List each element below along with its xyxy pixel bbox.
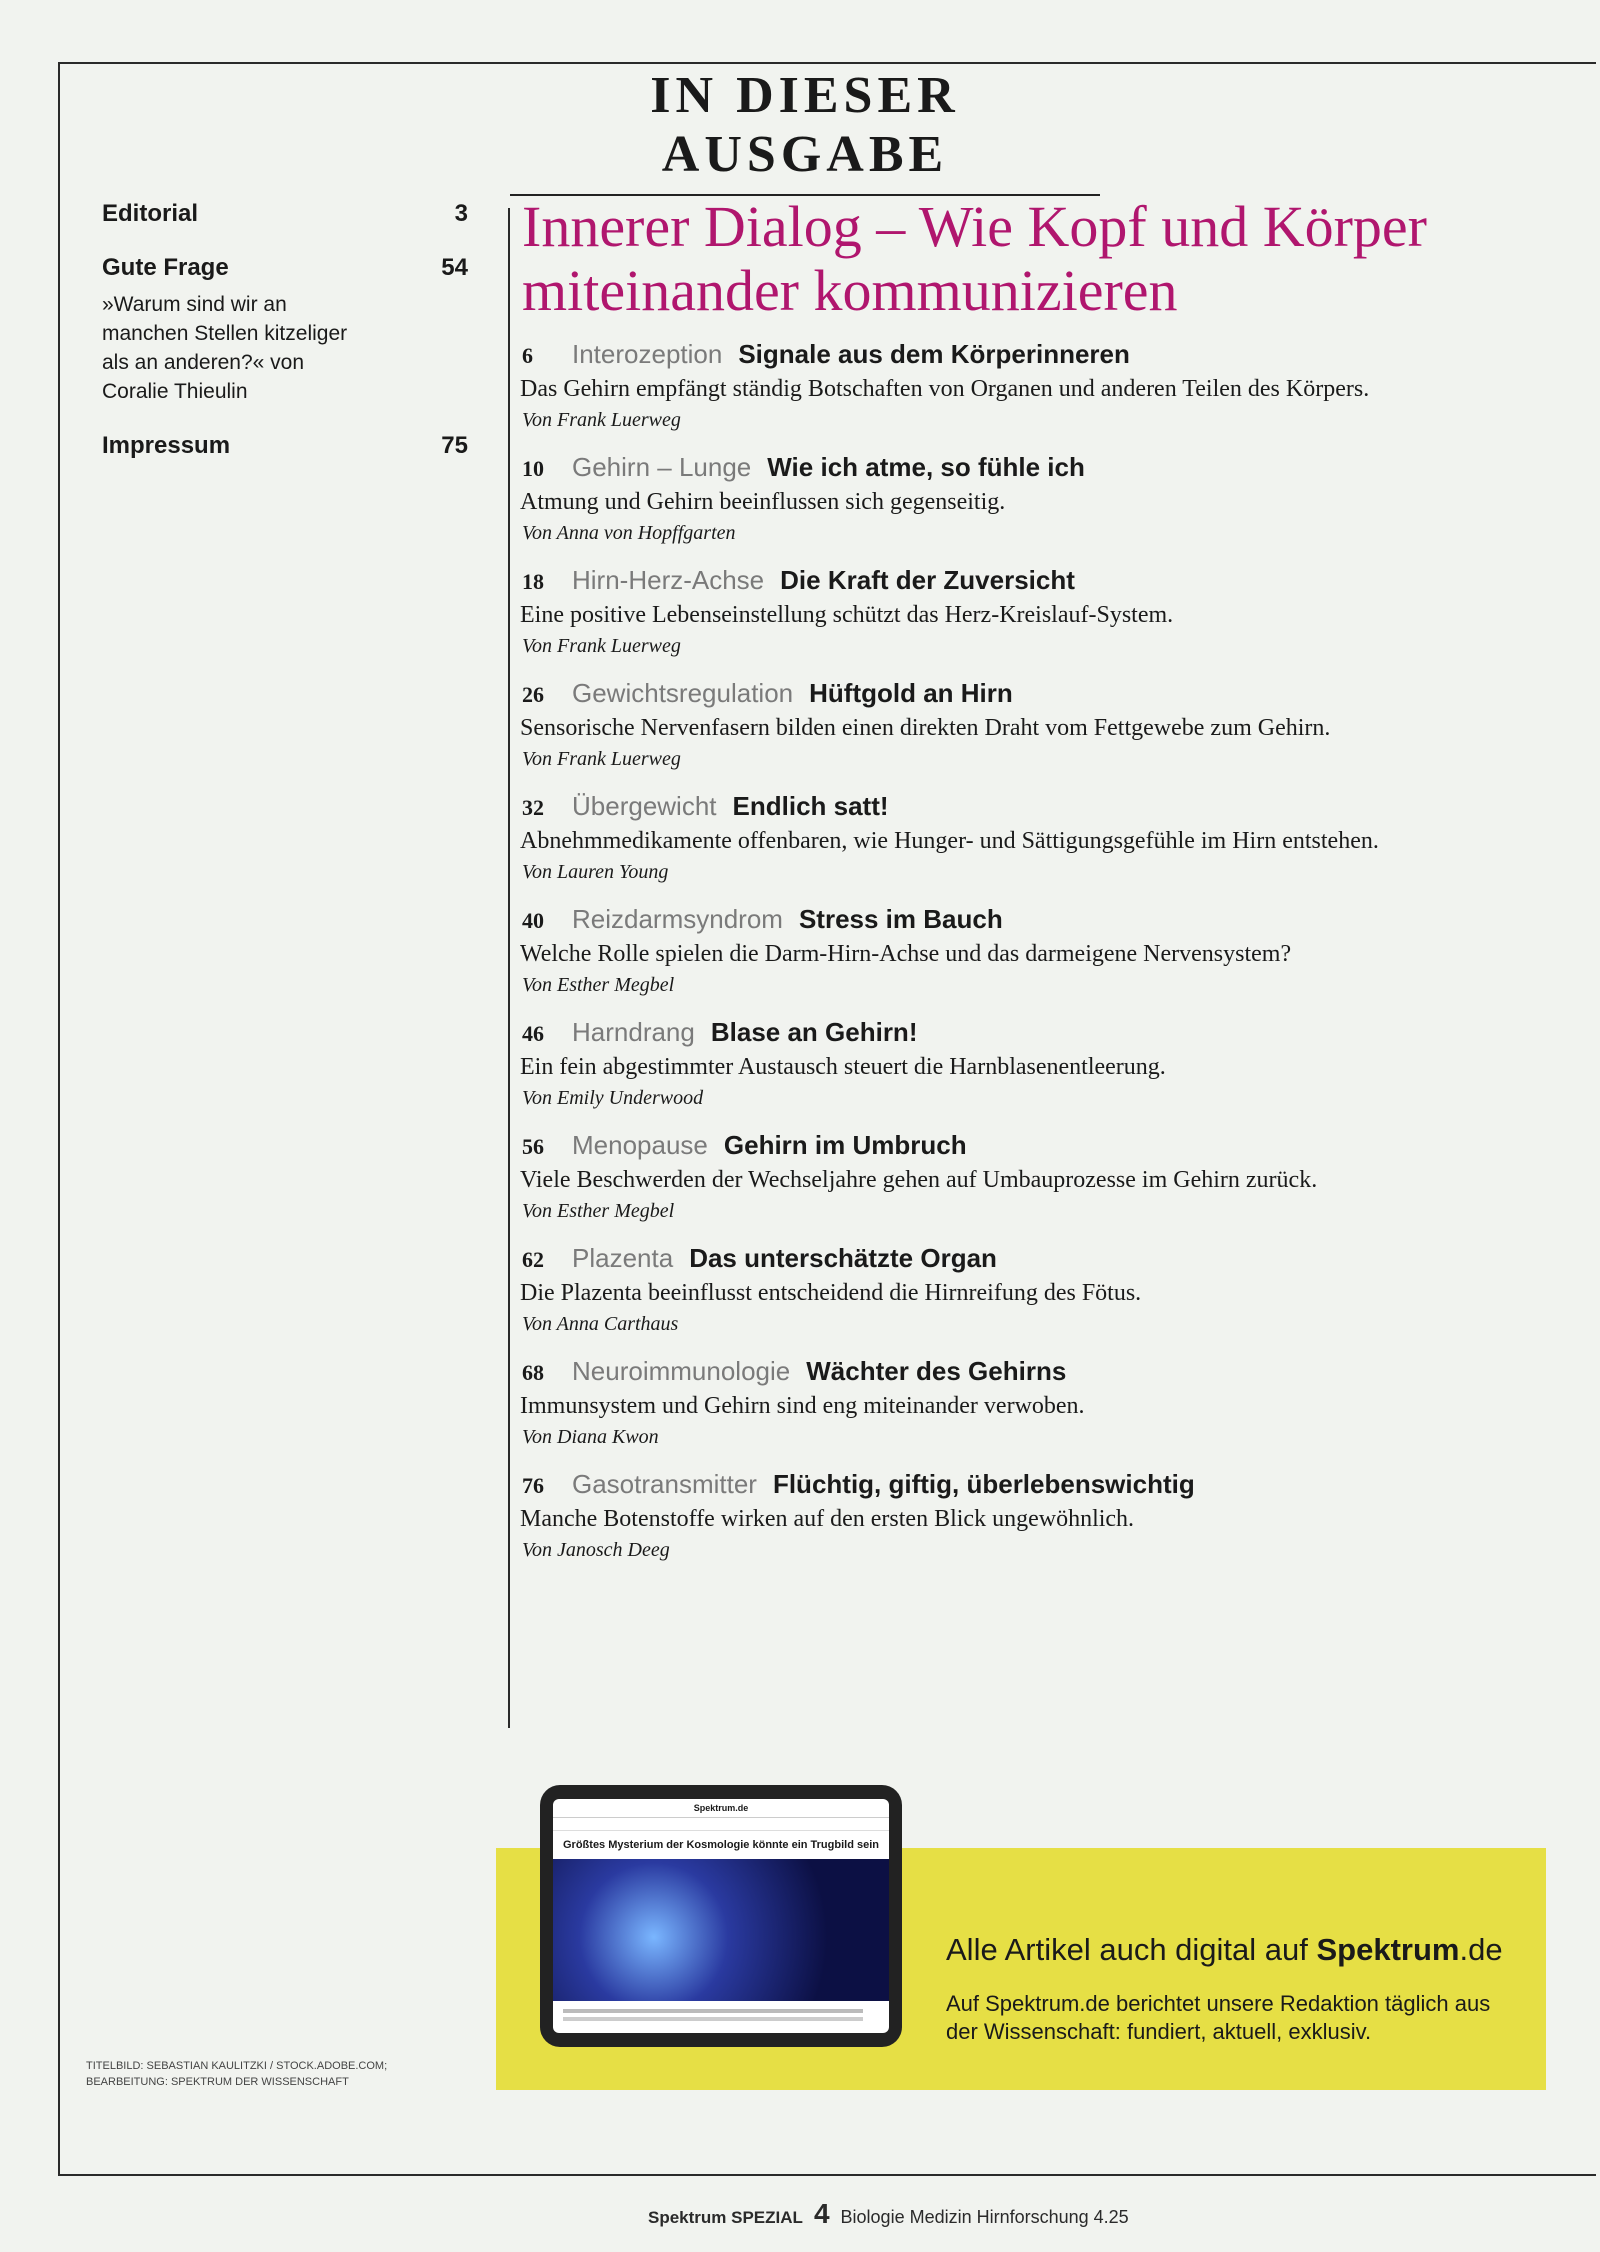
article-author: Von Lauren Young <box>522 861 669 883</box>
article-page: 26 <box>522 682 544 707</box>
tablet-screen <box>553 1799 889 2033</box>
sidebar-item-editorial[interactable] <box>102 200 468 228</box>
article-header <box>516 1469 1576 1500</box>
page-footer <box>648 2198 1129 2230</box>
article-entry[interactable] <box>516 1130 1576 1223</box>
tablet-nav <box>553 1818 889 1831</box>
article-entry[interactable] <box>516 1243 1576 1336</box>
promo-title-prefix: Alle Artikel auch digital auf <box>946 1932 1317 1967</box>
article-teaser: Welche Rolle spielen die Darm-Hirn-Achse und das darmeigene Nervensystem? <box>520 941 1292 967</box>
article-entry[interactable] <box>516 452 1576 545</box>
article-page: 40 <box>522 908 544 933</box>
article-author: Von Emily Underwood <box>522 1087 704 1109</box>
sidebar-item-impressum[interactable] <box>102 432 468 460</box>
article-header <box>516 565 1576 596</box>
promo-title[interactable] <box>946 1932 1503 1968</box>
sidebar-item-label: Gute Frage <box>102 254 229 281</box>
article-header <box>516 339 1576 370</box>
article-teaser: Das Gehirn empfängt ständig Botschaften von Organen und anderen Teilen des Körpers. <box>520 376 1370 402</box>
promo-title-brand: Spektrum <box>1316 1932 1460 1967</box>
page-number: 4 <box>813 2198 830 2229</box>
article-author: Von Anna von Hopffgarten <box>522 522 736 544</box>
article-entry[interactable] <box>516 1356 1576 1449</box>
page-title: IN DIESER AUSGABE <box>510 66 1100 196</box>
article-author: Von Anna Carthaus <box>522 1313 679 1335</box>
article-title[interactable]: Flüchtig, giftig, überlebenswichtig <box>772 1469 1195 1499</box>
article-topic: Reizdarmsyndrom <box>572 904 783 934</box>
column-divider <box>508 208 510 1728</box>
main-content <box>516 195 1576 1582</box>
article-teaser: Immunsystem und Gehirn sind eng miteinander verwoben. <box>520 1393 1085 1419</box>
article-author: Von Janosch Deeg <box>522 1539 670 1561</box>
article-title[interactable]: Blase an Gehirn! <box>710 1017 918 1047</box>
promo-title-suffix: .de <box>1459 1932 1503 1967</box>
article-page: 6 <box>522 343 533 368</box>
article-entry[interactable] <box>516 339 1576 432</box>
section-title: Innerer Dialog – Wie Kopf und Körper miteinander kommunizieren <box>522 194 1427 323</box>
article-page: 56 <box>522 1134 544 1159</box>
article-title[interactable]: Das unterschätzte Organ <box>689 1243 997 1273</box>
article-teaser: Ein fein abgestimmter Austausch steuert die Harnblasenentleerung. <box>520 1054 1166 1080</box>
article-author: Von Frank Luerweg <box>522 409 681 431</box>
credit-line-1: TITELBILD: SEBASTIAN KAULITZKI / STOCK.ADOBE.COM; <box>86 2060 388 2072</box>
article-author: Von Esther Megbel <box>522 1200 675 1222</box>
article-page: 76 <box>522 1473 544 1498</box>
sidebar-item-label: Impressum <box>102 432 231 459</box>
article-title[interactable]: Wächter des Gehirns <box>806 1356 1067 1386</box>
article-topic: Gehirn – Lunge <box>572 452 752 482</box>
article-entry[interactable] <box>516 1017 1576 1110</box>
article-list <box>516 339 1576 1562</box>
article-topic: Harndrang <box>572 1017 695 1047</box>
article-topic: Menopause <box>572 1130 708 1160</box>
article-topic: Gasotransmitter <box>572 1469 757 1499</box>
article-title[interactable]: Stress im Bauch <box>798 904 1003 934</box>
footer-issue: Biologie Medizin Hirnforschung 4.25 <box>840 2207 1129 2227</box>
tablet-text-lines <box>563 2009 863 2013</box>
article-entry[interactable] <box>516 791 1576 884</box>
article-title[interactable]: Hüftgold an Hirn <box>809 678 1013 708</box>
article-author: Von Frank Luerweg <box>522 635 681 657</box>
footer-brand: Spektrum SPEZIAL <box>648 2208 803 2227</box>
article-teaser: Die Plazenta beeinflusst entscheidend die Hirnreifung des Fötus. <box>520 1280 1142 1306</box>
article-header <box>516 452 1576 483</box>
article-page: 68 <box>522 1360 544 1385</box>
sidebar-item-page: 54 <box>441 254 468 281</box>
article-page: 18 <box>522 569 544 594</box>
tablet-image <box>540 1785 902 2047</box>
sidebar-item-page: 3 <box>454 200 468 227</box>
sidebar <box>102 200 468 486</box>
article-teaser: Manche Botenstoffe wirken auf den ersten Blick ungewöhnlich. <box>520 1506 1135 1532</box>
article-title[interactable]: Endlich satt! <box>732 791 889 821</box>
tablet-headline: Größtes Mysterium der Kosmologie könnte ein Trugbild sein <box>563 1839 879 1851</box>
tablet-brand: Spektrum.de <box>553 1799 889 1818</box>
article-entry[interactable] <box>516 678 1576 771</box>
article-teaser: Eine positive Lebenseinstellung schützt das Herz-Kreislauf-System. <box>520 602 1174 628</box>
article-entry[interactable] <box>516 904 1576 997</box>
image-credit <box>86 2058 387 2090</box>
article-teaser: Abnehmmedikamente offenbaren, wie Hunger- und Sättigungsgefühle im Hirn entstehen. <box>520 828 1379 854</box>
article-page: 10 <box>522 456 544 481</box>
article-header <box>516 904 1576 935</box>
article-topic: Plazenta <box>572 1243 674 1273</box>
sidebar-item-label: Editorial <box>102 200 199 227</box>
article-author: Von Diana Kwon <box>522 1426 659 1448</box>
credit-line-2: BEARBEITUNG: SPEKTRUM DER WISSENSCHAFT <box>86 2076 349 2088</box>
article-title[interactable]: Wie ich atme, so fühle ich <box>767 452 1085 482</box>
article-page: 32 <box>522 795 544 820</box>
article-title[interactable]: Gehirn im Umbruch <box>723 1130 967 1160</box>
article-topic: Übergewicht <box>572 791 717 821</box>
article-topic: Neuroimmunologie <box>572 1356 791 1386</box>
article-header <box>516 1017 1576 1048</box>
sidebar-item-page: 75 <box>441 432 468 459</box>
article-header <box>516 1243 1576 1274</box>
article-header <box>516 1130 1576 1161</box>
article-header <box>516 791 1576 822</box>
sidebar-item-description: »Warum sind wir an manchen Stellen kitzeliger als an anderen?« von Coralie Thieulin <box>102 293 348 403</box>
article-teaser: Atmung und Gehirn beeinflussen sich gegenseitig. <box>520 489 1006 515</box>
article-page: 46 <box>522 1021 544 1046</box>
article-title[interactable]: Die Kraft der Zuversicht <box>780 565 1075 595</box>
sidebar-item-gute-frage[interactable] <box>102 254 468 406</box>
article-entry[interactable] <box>516 565 1576 658</box>
cosmos-image <box>553 1859 889 2001</box>
article-topic: Interozeption <box>572 339 723 369</box>
article-author: Von Esther Megbel <box>522 974 675 996</box>
article-topic: Hirn-Herz-Achse <box>572 565 765 595</box>
article-header <box>516 1356 1576 1387</box>
article-title[interactable]: Signale aus dem Körperinneren <box>738 339 1130 369</box>
article-topic: Gewichtsregulation <box>572 678 794 708</box>
article-teaser: Viele Beschwerden der Wechseljahre gehen auf Umbauprozesse im Gehirn zurück. <box>520 1167 1318 1193</box>
article-author: Von Frank Luerweg <box>522 748 681 770</box>
article-page: 62 <box>522 1247 544 1272</box>
article-entry[interactable] <box>516 1469 1576 1562</box>
article-header <box>516 678 1576 709</box>
article-teaser: Sensorische Nervenfasern bilden einen direkten Draht vom Fettgewebe zum Gehirn. <box>520 715 1331 741</box>
promo-text: Auf Spektrum.de berichtet unsere Redaktion täglich aus der Wissenschaft: fundiert, aktuell, exklusiv. <box>946 1991 1491 2044</box>
